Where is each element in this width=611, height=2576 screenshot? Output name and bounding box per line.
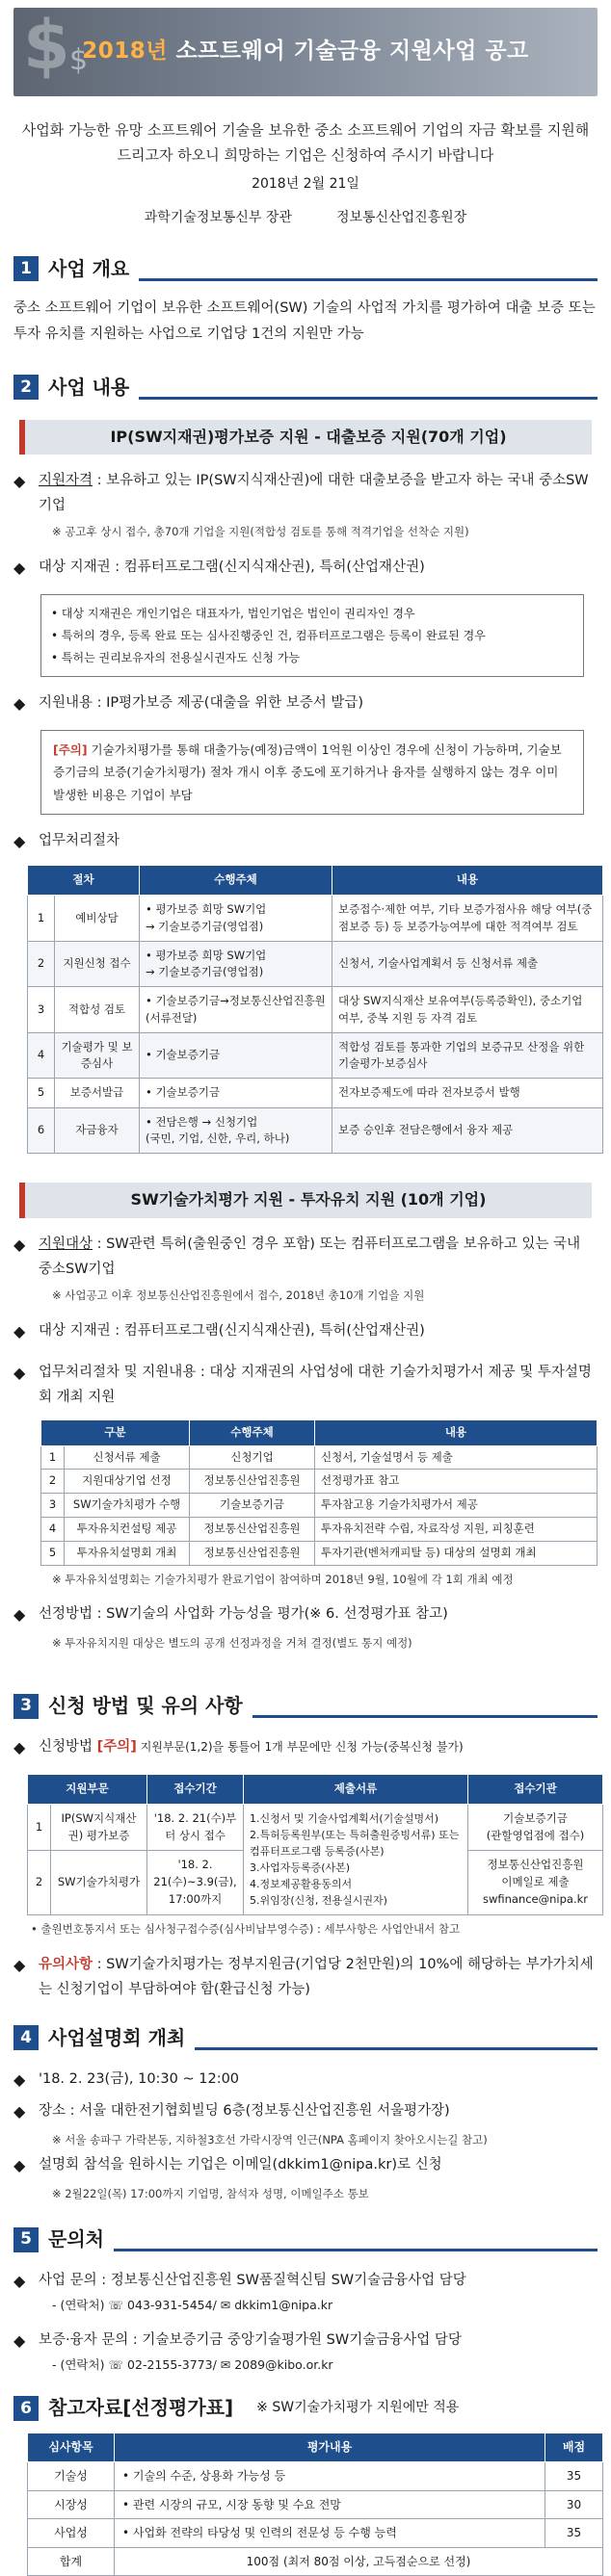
guarantee-contact-phone: - (연락처) ☏ 02-2155-3773/ ✉ 2089@kibo.or.kr bbox=[52, 2356, 333, 2372]
section-2-header: 2 사업 내용 bbox=[13, 373, 598, 403]
diamond-bullet-icon: ◆ bbox=[13, 1321, 26, 1340]
table-row: 2 SW기술가치평가 '18. 2. 21(수)~3.9(금), 17:00까지 정보통신산업진흥원 이메일로 제출 swfinance@nipa.kr bbox=[28, 1851, 603, 1915]
subsection-ip-guarantee: IP(SW지재권)평가보증 지원 - 대출보증 지원(70개 기업) bbox=[19, 420, 592, 455]
dollar-sign-icon: $ bbox=[23, 6, 70, 85]
subsection-sw-valuation: SW기술가치평가 지원 - 투자유치 지원 (10개 기업) bbox=[19, 1183, 592, 1218]
process-support-bullet: ◆ 업무처리절차 및 지원내용 : 대상 지재권의 사업성에 대한 기술가치평가서 제공 및 투자설명회 개최 지원 bbox=[13, 1360, 598, 1410]
briefing-location: ◆ 장소 : 서울 대한전기협회빌딩 6층(정보통신산업진흥원 서울평가장) bbox=[13, 2098, 598, 2126]
table-row: 4 기술평가 및 보증심사 • 기술보증기금 적합성 검토를 통과한 기업의 보증규모 산정을 위한 기술평가·보증심사 bbox=[28, 1032, 603, 1079]
diamond-bullet-icon: ◆ bbox=[13, 1605, 26, 1625]
section-4-header: 4 사업설명회 개최 bbox=[13, 2023, 598, 2053]
process-title: ◆ 업무처리절차 bbox=[13, 828, 598, 856]
announcement-date: 2018년 2월 21일 bbox=[252, 175, 359, 192]
intro-text: 사업화 가능한 유망 소프트웨어 기술을 보유한 중소 소프트웨어 기업의 자금 확보를 지원해 드리고자 하오니 희망하는 기업은 신청하여 주시기 바랍니다 bbox=[21, 121, 590, 165]
section-5-header: 5 문의처 bbox=[13, 2225, 598, 2254]
selection-bullet: ◆ 선정방법 : SW기술의 사업화 가능성을 평가(※ 6. 선정평가표 참고) bbox=[13, 1601, 598, 1629]
application-note: • 출원번호통지서 또는 심사청구접수증(심사비납부영수증) : 세부사항은 사업안내서 참고 bbox=[31, 1921, 461, 1936]
table-row: 시장성 • 관련 시장의 규모, 시장 동향 및 수요 전망 30 bbox=[28, 2490, 603, 2519]
announcement-page bbox=[0, 6, 611, 2568]
target-bullet: ◆ 지원대상 : SW관련 특허(출원중인 경우 포함) 또는 컴퓨터프로그램을 보유하고 있는 국내 중소SW기업 bbox=[13, 1232, 598, 1282]
table-row: 3 적합성 검토 • 기술보증기금→정보통신산업진흥원(서류전달) 대상 SW지식재산 보유여부(등록증확인), 중소기업 여부, 중복 지원 등 자격 검토 bbox=[28, 987, 603, 1033]
table-row: 3 SW기술가치평가 수행 기술보증기금 투자참고용 기술가치평가서 제공 bbox=[41, 1494, 598, 1518]
signer-ministry: 과학기술정보통신부 장관 bbox=[144, 210, 292, 226]
table-row: 4 투자유치컨설팅 제공 정보통신산업진흥원 투자유치전략 수립, 자료작성 지원, 피칭훈련 bbox=[41, 1518, 598, 1542]
diamond-bullet-icon: ◆ bbox=[13, 694, 26, 714]
section-1-text: 중소 소프트웨어 기업이 보유한 소프트웨어(SW) 기술의 사업적 가치를 평가하여 대출 보증 또는 투자 유치를 지원하는 사업으로 기업당 1건의 지원만 가능 bbox=[13, 299, 596, 342]
table-row: 5 투자유치설명회 개최 정보통신산업진흥원 투자기관(벤처캐피탈 등) 대상의 설명회 개최 bbox=[41, 1541, 598, 1565]
location-note: ※ 서울 송파구 가락본동, 지하철3호선 가락시장역 인근(NPA 홈페이지 찾아오시는길 참고) bbox=[52, 2132, 488, 2147]
briefing-date: ◆ '18. 2. 23(금), 10:30 ~ 12:00 bbox=[13, 2067, 598, 2095]
diamond-bullet-icon: ◆ bbox=[13, 1235, 26, 1254]
section-6-header: 6 참고자료[선정평가표] ※ SW기술가치평가 지원에만 적용 bbox=[13, 2393, 598, 2423]
header-banner bbox=[13, 8, 598, 96]
table-row: 1 신청서류 제출 신청기업 신청서, 기술설명서 등 제출 bbox=[41, 1445, 598, 1470]
evaluation-table: 심사항목 평가내용 배점 기술성 • 기술의 수준, 상용화 가능성 등 35 시장성 • 관련 시장의 규모, 시장 동향 및 수요 전망 30 사업성 • 사업화 전략의 타당성 및 인력의 전문성 등 수행 능력 35 합계 100점 (최저 80점 이상, 고득점순으로 선정) bbox=[27, 2433, 603, 2576]
table-row: 기술성 • 기술의 수준, 상용화 가능성 등 35 bbox=[28, 2461, 603, 2490]
diamond-bullet-icon: ◆ bbox=[13, 2069, 26, 2089]
registration-note: ※ 2월22일(목) 17:00까지 기업명, 참석자 성명, 이메일주소 통보 bbox=[52, 2187, 369, 2201]
page-title: 2018년 소프트웨어 기술금융 지원사업 공고 bbox=[82, 39, 529, 64]
eligibility-bullet: ◆ 지원자격 : 보유하고 있는 IP(SW지식재산권)에 대한 대출보증을 받고자 하는 국내 중소SW기업 bbox=[13, 468, 598, 518]
section-1-header: 1 사업 개요 bbox=[13, 254, 598, 284]
briefing-note: ※ 투자유치설명회는 기술가치평가 완료기업이 참여하며 2018년 9월, 10월에 각 1회 개최 예정 bbox=[52, 1572, 514, 1586]
support-content-bullet: ◆ 지원내용 : IP평가보증 제공(대출을 위한 보증서 발급) bbox=[13, 690, 598, 718]
table-row: 2 지원신청 접수 • 평가보증 희망 SW기업 → 기술보증기금(영업점) 신청서, 기술사업계획서 등 신청서류 제출 bbox=[28, 941, 603, 987]
application-table: 지원부문 접수기간 제출서류 접수기관 1 IP(SW지식재산권) 평가보증 '18. 2. 21(수)부터 상시 접수 1.신청서 및 기술사업계획서(기술설명서) 2.특허등록원부(또는 특허출원증빙서류) 또는 컴퓨터프로그램 등록증(사본) 3.사업자등록증(사본) 4.정보제공활용동의서 5.위임장(신청, 전용실시권자) 기술보증기금 (관할영업점에 접수) 2 SW기술가치평가 '18. 2. 21(수)~3.9(금), 17:00까지 정보통신산업진흥원 이메일로 제출 swfinance@nipa.kr bbox=[27, 1774, 603, 1915]
target-ip-bullet: ◆ 대상 지재권 : 컴퓨터프로그램(신지식재산권), 특허(산업재산권) bbox=[13, 555, 598, 583]
table-row: 1 IP(SW지식재산권) 평가보증 '18. 2. 21(수)부터 상시 접수 1.신청서 및 기술사업계획서(기술설명서) 2.특허등록원부(또는 특허출원증빙서류) 또는 컴퓨터프로그램 등록증(사본) 3.사업자등록증(사본) 4.정보제공활용동의서 5.위임장(신청, 전용실시권자) 기술보증기금 (관할영업점에 접수) bbox=[28, 1804, 603, 1851]
caution-box: [주의] 기술가치평가를 통해 대출가능(예정)금액이 1억원 이상인 경우에 신청이 가능하며, 기술보증기금의 보증(기술가치평가) 절차 개시 이후 중도에 포기하거나 융자를 실행하지 않는 경우 이미 발생한 비용은 기업이 부담 bbox=[40, 730, 584, 814]
diamond-bullet-icon: ◆ bbox=[13, 2272, 26, 2290]
diamond-bullet-icon: ◆ bbox=[13, 831, 26, 850]
dollar-sign-small-icon: $ bbox=[69, 43, 89, 77]
diamond-bullet-icon: ◆ bbox=[13, 2331, 26, 2351]
target-ip-conditions: • 대상 지재권은 개인기업은 대표자가, 법인기업은 법인이 권리자인 경우 • 특허의 경우, 등록 완료 또는 심사진행중인 건, 컴퓨터프로그램은 등록이 완료된 경우 • 특허는 권리보유자의 전용실시권자도 신청 가능 bbox=[40, 594, 584, 677]
valuation-process-table: 구분 수행주체 내용 1 신청서류 제출 신청기업 신청서, 기술설명서 등 제출 2 지원대상기업 선정 정보통신산업진흥원 선정평가표 참고 3 SW기술가치평가 수행 기술보증기금 투자참고용 기술가치평가서 제공 4 투자유치컨설팅 제공 정보통신산업진흥원 투자유치전략 수립, 자료작성 지원, 피칭훈련 5 투자유치설명회 개최 정보통신산업진흥원 투자기관(벤처캐피탈 등) 대상의 설명회 개최 bbox=[40, 1419, 598, 1566]
application-method-bullet: ◆ 신청방법 [주의] 지원부문(1,2)을 통틀어 1개 부문에만 신청 가능(중복신청 불가) bbox=[13, 1734, 598, 1762]
target-ip-bullet-2: ◆ 대상 지재권 : 컴퓨터프로그램(신지식재산권), 특허(산업재산권) bbox=[13, 1318, 598, 1346]
diamond-bullet-icon: ◆ bbox=[13, 2156, 26, 2175]
business-contact: ◆ 사업 문의 : 정보통신산업진흥원 SW품질혁신팀 SW기술금융사업 담당 bbox=[13, 2268, 598, 2296]
eligibility-note: ※ 공고후 상시 접수, 총70개 기업을 지원(적합성 검토를 통해 적격기업을 선착순 지원) bbox=[52, 525, 469, 539]
process-table: 절차 수행주체 내용 1 예비상담 • 평가보증 희망 SW기업 → 기술보증기금(영업점) 보증접수·제한 여부, 기타 보증가점사유 해당 여부(중점보증 등) 등 보증가능여부에 대한 적격여부 검토 2 지원신청 접수 • 평가보증 희망 SW기업 → 기술보증기금(영업점) 신청서, 기술사업계획서 등 신청서류 제출 3 적합성 검토 • 기술보증기금→정보통신산업진흥원(서류전달) 대상 SW지식재산 보유여부(등록증확인), 중소기업 여부, 중복 지원 등 자격 검토 4 기술평가 및 보증심사 • 기술보증기금 적합성 검토를 통과한 기업의 보증규모 산정을 위한 기술평가·보증심사 5 보증서발급 • 기술보증기금 전자보증제도에 따라 전자보증서 발행 6 자금융자 • 전담은행 → 신청기업 (국민, 기업, 신한, 우리, 하나) 보증 승인후 전담은행에서 융자 제공 bbox=[27, 865, 603, 1154]
briefing-registration: ◆ 설명회 참석을 원하시는 기업은 이메일(dkkim1@nipa.kr)로 신청 bbox=[13, 2152, 598, 2180]
diamond-bullet-icon: ◆ bbox=[13, 472, 26, 491]
diamond-bullet-icon: ◆ bbox=[13, 1738, 26, 1757]
diamond-bullet-icon: ◆ bbox=[13, 559, 26, 578]
selection-note: ※ 투자유치지원 대상은 별도의 공개 선정과정을 거쳐 결정(별도 통지 예정) bbox=[52, 1636, 412, 1651]
table-row: 2 지원대상기업 선정 정보통신산업진흥원 선정평가표 참고 bbox=[41, 1470, 598, 1494]
section-3-header: 3 신청 방법 및 유의 사항 bbox=[13, 1691, 598, 1721]
business-contact-phone: - (연락처) ☏ 043-931-5454/ ✉ dkkim1@nipa.kr bbox=[52, 2297, 333, 2312]
diamond-bullet-icon: ◆ bbox=[13, 2101, 26, 2121]
diamond-bullet-icon: ◆ bbox=[13, 1363, 26, 1382]
table-row: 사업성 • 사업화 전략의 타당성 및 인력의 전문성 등 수행 능력 35 bbox=[28, 2519, 603, 2548]
signers bbox=[13, 208, 598, 229]
table-row: 1 예비상담 • 평가보증 희망 SW기업 → 기술보증기금(영업점) 보증접수·제한 여부, 기타 보증가점사유 해당 여부(중점보증 등) 등 보증가능여부에 대한 적격여부 검토 bbox=[28, 896, 603, 942]
diamond-bullet-icon: ◆ bbox=[13, 1955, 26, 1974]
guarantee-contact: ◆ 보증·융자 문의 : 기술보증기금 중앙기술평가원 SW기술금융사업 담당 bbox=[13, 2328, 598, 2355]
table-row: 합계 100점 (최저 80점 이상, 고득점순으로 선정) bbox=[28, 2547, 603, 2576]
target-note: ※ 사업공고 이후 정보통신산업진흥원에서 접수, 2018년 총10개 기업을 지원 bbox=[52, 1288, 425, 1302]
signer-agency: 정보통신산업진흥원장 bbox=[335, 210, 467, 226]
table-row: 6 자금융자 • 전담은행 → 신청기업 (국민, 기업, 신한, 우리, 하나) 보증 승인후 전담은행에서 융자 제공 bbox=[28, 1107, 603, 1154]
caution-bullet: ◆ 유의사항 : SW기술가치평가는 정부지원금(기업당 2천만원)의 10%에 해당하는 부가가치세는 신청기업이 부담하여야 함(환급신청 가능) bbox=[13, 1952, 598, 2002]
table-row: 5 보증서발급 • 기술보증기금 전자보증제도에 따라 전자보증서 발행 bbox=[28, 1079, 603, 1107]
